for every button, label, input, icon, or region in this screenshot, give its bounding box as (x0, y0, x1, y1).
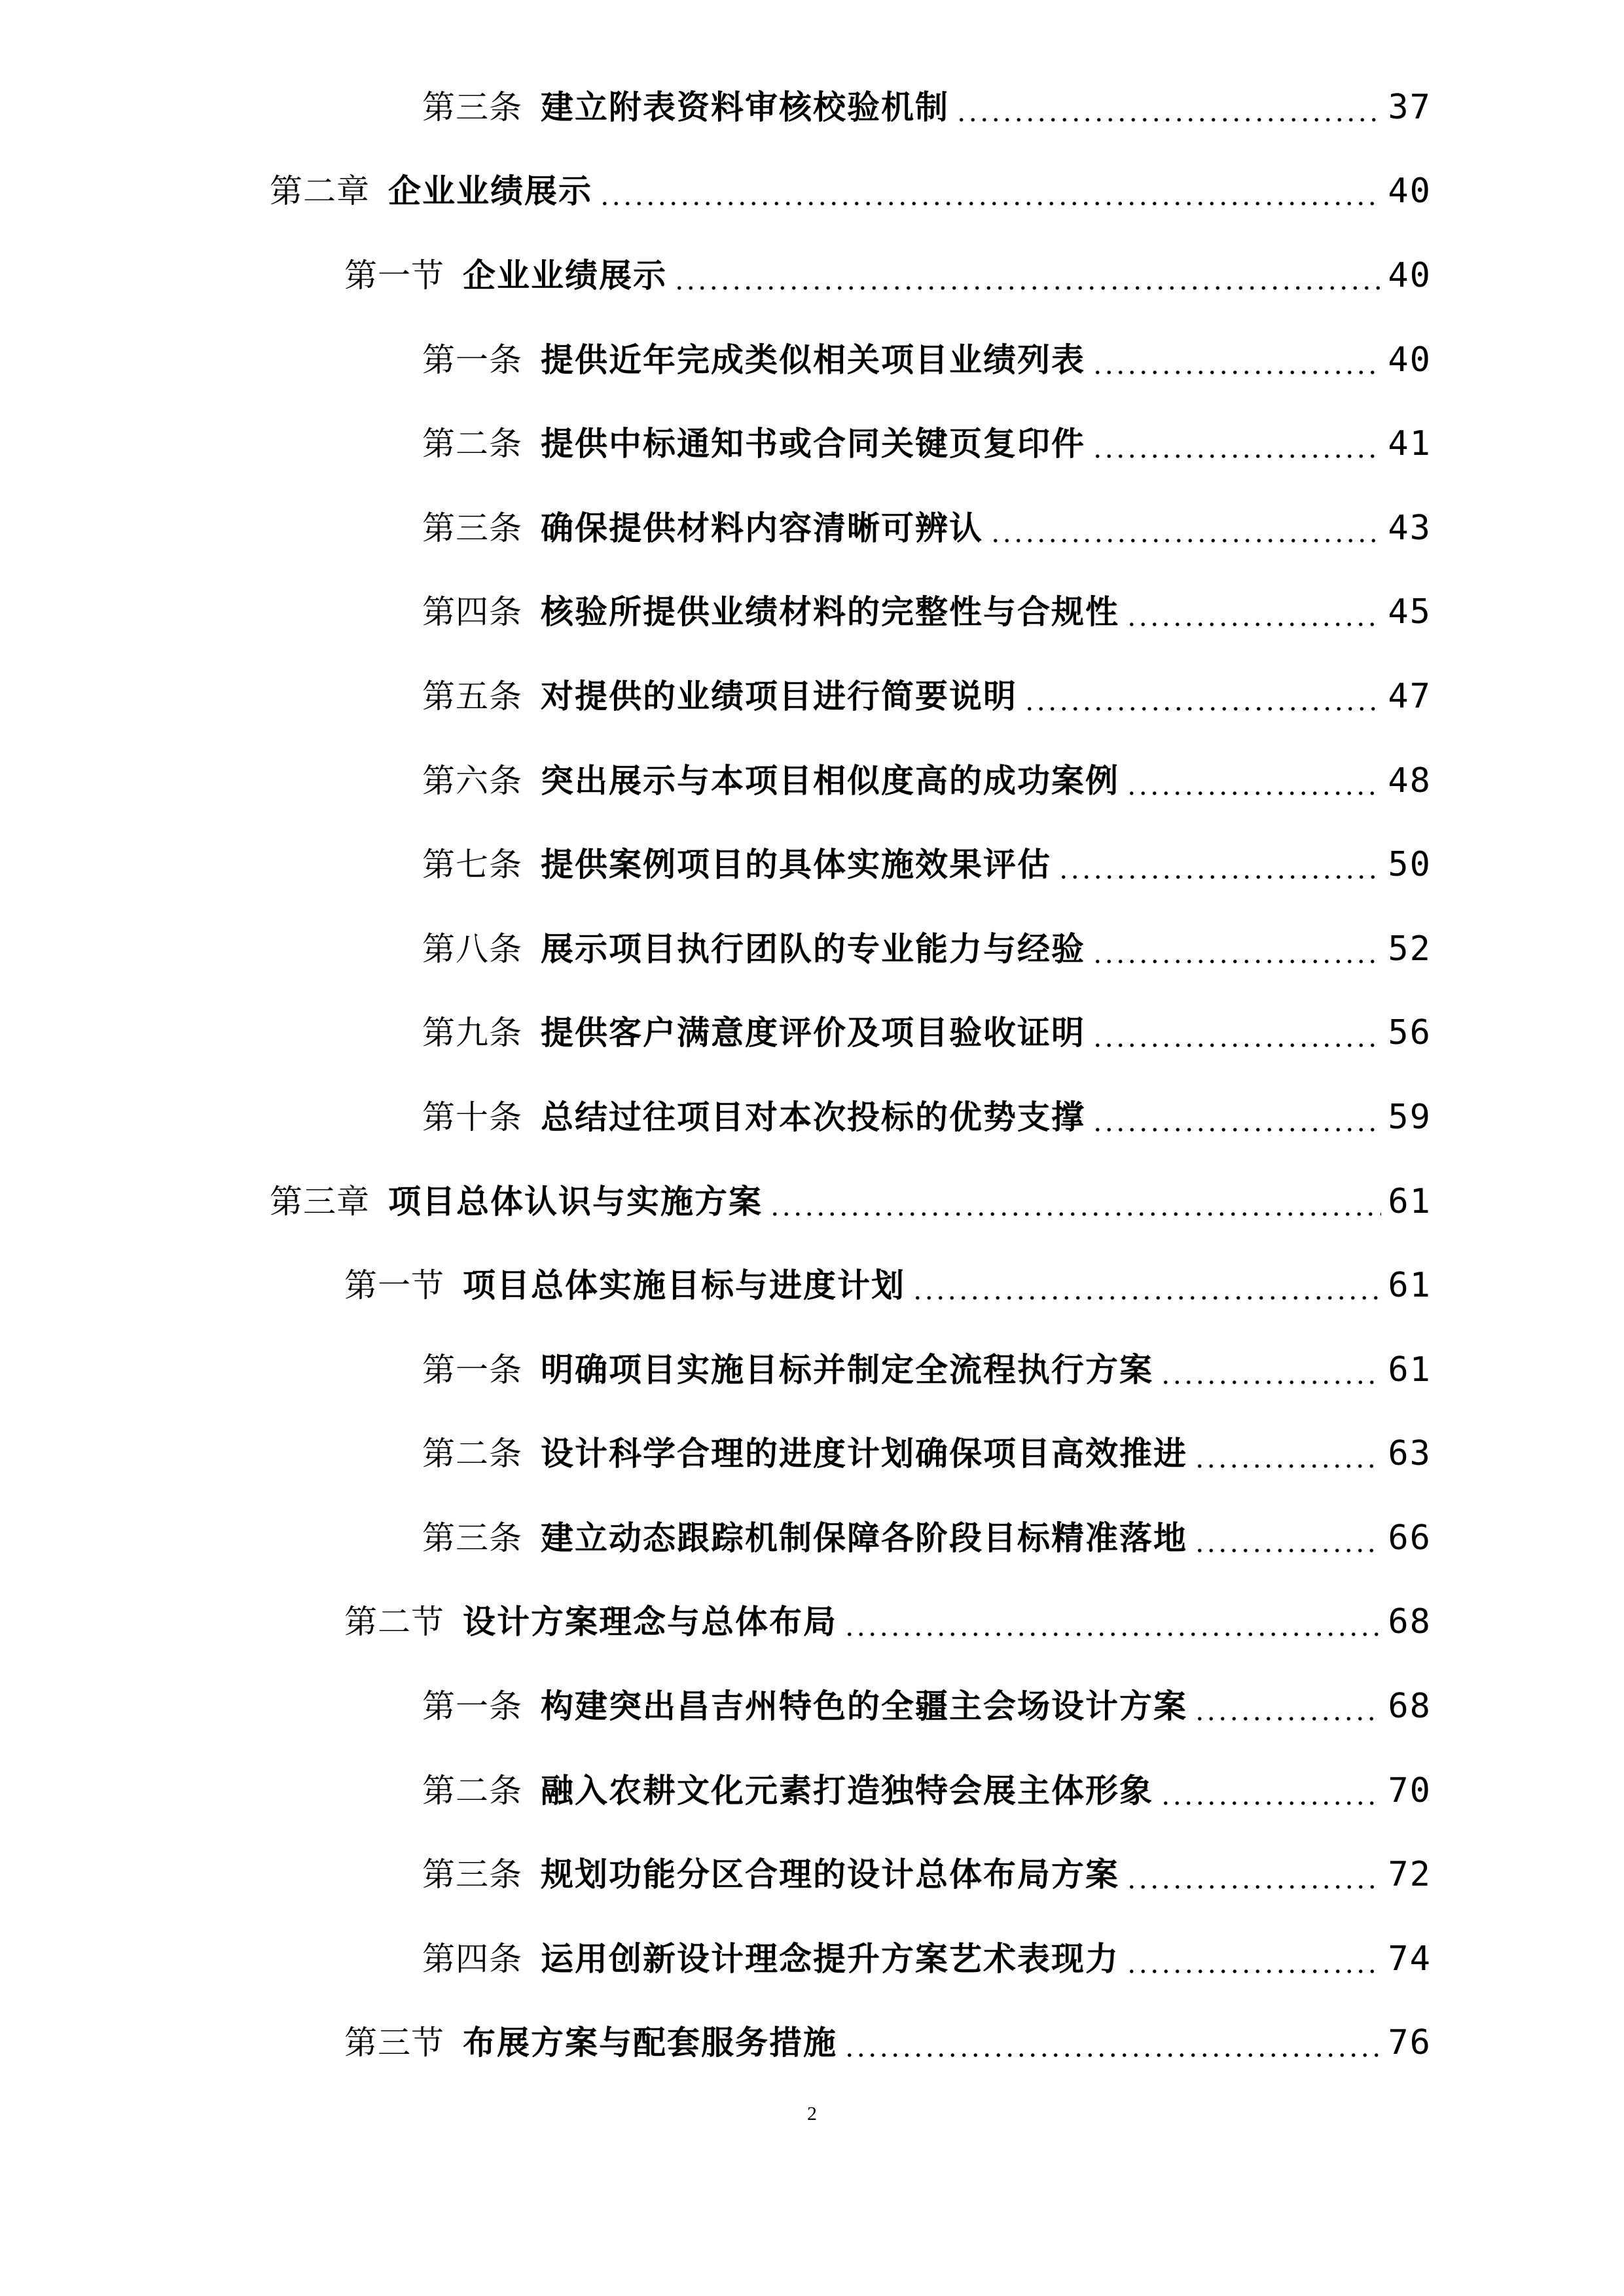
toc-entry-label: 第三条 (422, 88, 522, 126)
dot-leader (1160, 1337, 1381, 1403)
toc-entry-page: 40 (1388, 171, 1432, 211)
toc-entry-page: 66 (1388, 1518, 1432, 1558)
toc-entry[interactable] (270, 158, 1432, 224)
toc-entry-title: 项目总体实施目标与进度计划 (463, 1266, 905, 1304)
toc-entry[interactable] (422, 664, 1432, 729)
toc-entry-label: 第四条 (422, 593, 522, 631)
dot-leader (1058, 832, 1381, 897)
toc-entry-title: 提供客户满意度评价及项目验收证明 (541, 1014, 1085, 1052)
toc-entry-page: 50 (1388, 845, 1432, 884)
dot-leader (1024, 664, 1381, 729)
toc-entry[interactable] (422, 748, 1432, 814)
dot-leader (1126, 579, 1381, 645)
toc-entry-page: 74 (1388, 1939, 1432, 1979)
toc-entry[interactable] (344, 1253, 1432, 1318)
toc-entry-title: 核验所提供业绩材料的完整性与合规性 (541, 593, 1119, 631)
toc-entry-title: 建立附表资料审核校验机制 (541, 88, 949, 126)
toc-entry-page: 40 (1388, 340, 1432, 380)
toc-entry-label: 第一节 (344, 1266, 444, 1304)
toc-entry-page: 61 (1388, 1182, 1432, 1221)
dot-leader (1092, 1085, 1381, 1150)
toc-entry-page: 43 (1388, 509, 1432, 548)
toc-entry-page: 47 (1388, 677, 1432, 716)
dot-leader (674, 243, 1381, 308)
dot-leader (1092, 411, 1381, 476)
toc-entry-title: 提供中标通知书或合同关键页复印件 (541, 425, 1085, 463)
dot-leader (1194, 1674, 1381, 1739)
toc-entry-page: 63 (1388, 1434, 1432, 1473)
toc-entry-title: 企业业绩展示 (463, 257, 667, 295)
toc-entry-label: 第三条 (422, 1856, 522, 1893)
dot-leader (1092, 327, 1381, 393)
toc-entry-label: 第十条 (422, 1098, 522, 1136)
dot-leader (1092, 1000, 1381, 1066)
dot-leader (599, 158, 1381, 224)
toc-entry[interactable] (422, 1337, 1432, 1403)
dot-leader (1092, 916, 1381, 982)
toc-entry[interactable] (422, 1842, 1432, 1907)
toc-entry[interactable] (270, 1169, 1432, 1234)
dot-leader (1126, 1842, 1381, 1907)
toc-entry-label: 第三节 (344, 2024, 444, 2062)
toc-entry[interactable] (422, 916, 1432, 982)
toc-entry-label: 第二条 (422, 1435, 522, 1473)
toc-entry-label: 第一条 (422, 341, 522, 379)
toc-entry[interactable] (422, 1421, 1432, 1486)
toc-entry-label: 第二条 (422, 1772, 522, 1810)
toc-entry-title: 项目总体认识与实施方案 (388, 1183, 763, 1221)
toc-entry-title: 建立动态跟踪机制保障各阶段目标精准落地 (541, 1519, 1187, 1557)
toc-entry-page: 48 (1388, 761, 1432, 800)
toc-entry[interactable] (422, 1505, 1432, 1571)
toc-entry[interactable] (422, 1758, 1432, 1823)
toc-entry-title: 规划功能分区合理的设计总体布局方案 (541, 1856, 1119, 1893)
toc-entry[interactable] (422, 832, 1432, 897)
toc-entry-label: 第一条 (422, 1351, 522, 1389)
toc-entry[interactable] (422, 1085, 1432, 1150)
toc-entry-title: 明确项目实施目标并制定全流程执行方案 (541, 1351, 1153, 1389)
toc-entry-page: 70 (1388, 1771, 1432, 1810)
toc-entry[interactable] (422, 411, 1432, 476)
toc-entry-page: 72 (1388, 1855, 1432, 1894)
toc-entry-label: 第一条 (422, 1687, 522, 1725)
toc-entry-label: 第七条 (422, 846, 522, 884)
toc-entry-title: 运用创新设计理念提升方案艺术表现力 (541, 1940, 1119, 1978)
toc-entry[interactable] (422, 1674, 1432, 1739)
page-number: 2 (807, 2103, 817, 2125)
dot-leader (769, 1169, 1381, 1234)
toc-entry-title: 设计科学合理的进度计划确保项目高效推进 (541, 1435, 1187, 1473)
toc-entry-page: 59 (1388, 1098, 1432, 1137)
toc-entry-page: 68 (1388, 1687, 1432, 1726)
toc-entry[interactable] (344, 2010, 1432, 2075)
toc-entry-label: 第三章 (270, 1183, 370, 1221)
dot-leader (1160, 1758, 1381, 1823)
dot-leader (912, 1253, 1381, 1318)
toc-entry-page: 61 (1388, 1266, 1432, 1305)
toc-entry[interactable] (422, 1000, 1432, 1066)
toc-entry-title: 突出展示与本项目相似度高的成功案例 (541, 762, 1119, 800)
toc-entry-page: 45 (1388, 592, 1432, 632)
toc-entry[interactable] (422, 579, 1432, 645)
toc-entry-page: 68 (1388, 1602, 1432, 1641)
dot-leader (844, 2010, 1381, 2075)
dot-leader (1126, 1926, 1381, 1992)
toc-entry-label: 第二条 (422, 425, 522, 463)
toc-entry-title: 展示项目执行团队的专业能力与经验 (541, 930, 1085, 968)
toc-entry-title: 确保提供材料内容清晰可辨认 (541, 509, 983, 547)
toc-entry-title: 提供案例项目的具体实施效果评估 (541, 846, 1051, 884)
toc-entry-title: 设计方案理念与总体布局 (463, 1603, 837, 1641)
toc-entry-title: 融入农耕文化元素打造独特会展主体形象 (541, 1772, 1153, 1810)
toc-entry-page: 52 (1388, 929, 1432, 969)
toc-entry[interactable] (344, 243, 1432, 308)
toc-entry-page: 76 (1388, 2023, 1432, 2062)
toc-entry[interactable] (422, 75, 1432, 140)
toc-entry-page: 37 (1388, 88, 1432, 127)
toc-entry[interactable] (422, 1926, 1432, 1992)
dot-leader (1194, 1505, 1381, 1571)
dot-leader (844, 1589, 1381, 1655)
toc-entry-page: 61 (1388, 1350, 1432, 1390)
toc-entry-title: 提供近年完成类似相关项目业绩列表 (541, 341, 1085, 379)
toc-entry-title: 布展方案与配套服务措施 (463, 2024, 837, 2062)
toc-entry-label: 第三条 (422, 1519, 522, 1557)
toc-entry-title: 构建突出昌吉州特色的全疆主会场设计方案 (541, 1687, 1187, 1725)
toc-entry-label: 第八条 (422, 930, 522, 968)
dot-leader (1194, 1421, 1381, 1486)
dot-leader (1126, 748, 1381, 814)
toc-entry-label: 第一节 (344, 257, 444, 295)
toc-entry[interactable] (422, 495, 1432, 561)
dot-leader (956, 75, 1381, 140)
toc-entry-title: 对提供的业绩项目进行简要说明 (541, 677, 1017, 715)
toc-entry-label: 第二章 (270, 172, 370, 210)
toc-entry-label: 第二节 (344, 1603, 444, 1641)
toc-entry[interactable] (422, 327, 1432, 393)
toc-entry[interactable] (344, 1589, 1432, 1655)
toc-entry-page: 41 (1388, 424, 1432, 463)
toc-entry-title: 总结过往项目对本次投标的优势支撑 (541, 1098, 1085, 1136)
toc-entry-page: 40 (1388, 256, 1432, 295)
toc-entry-label: 第四条 (422, 1940, 522, 1978)
toc-entry-label: 第五条 (422, 677, 522, 715)
toc-entry-title: 企业业绩展示 (388, 172, 592, 210)
dot-leader (990, 495, 1381, 561)
toc-entry-label: 第六条 (422, 762, 522, 800)
toc-entry-page: 56 (1388, 1013, 1432, 1052)
toc-entry-label: 第三条 (422, 509, 522, 547)
toc-entry-label: 第九条 (422, 1014, 522, 1052)
